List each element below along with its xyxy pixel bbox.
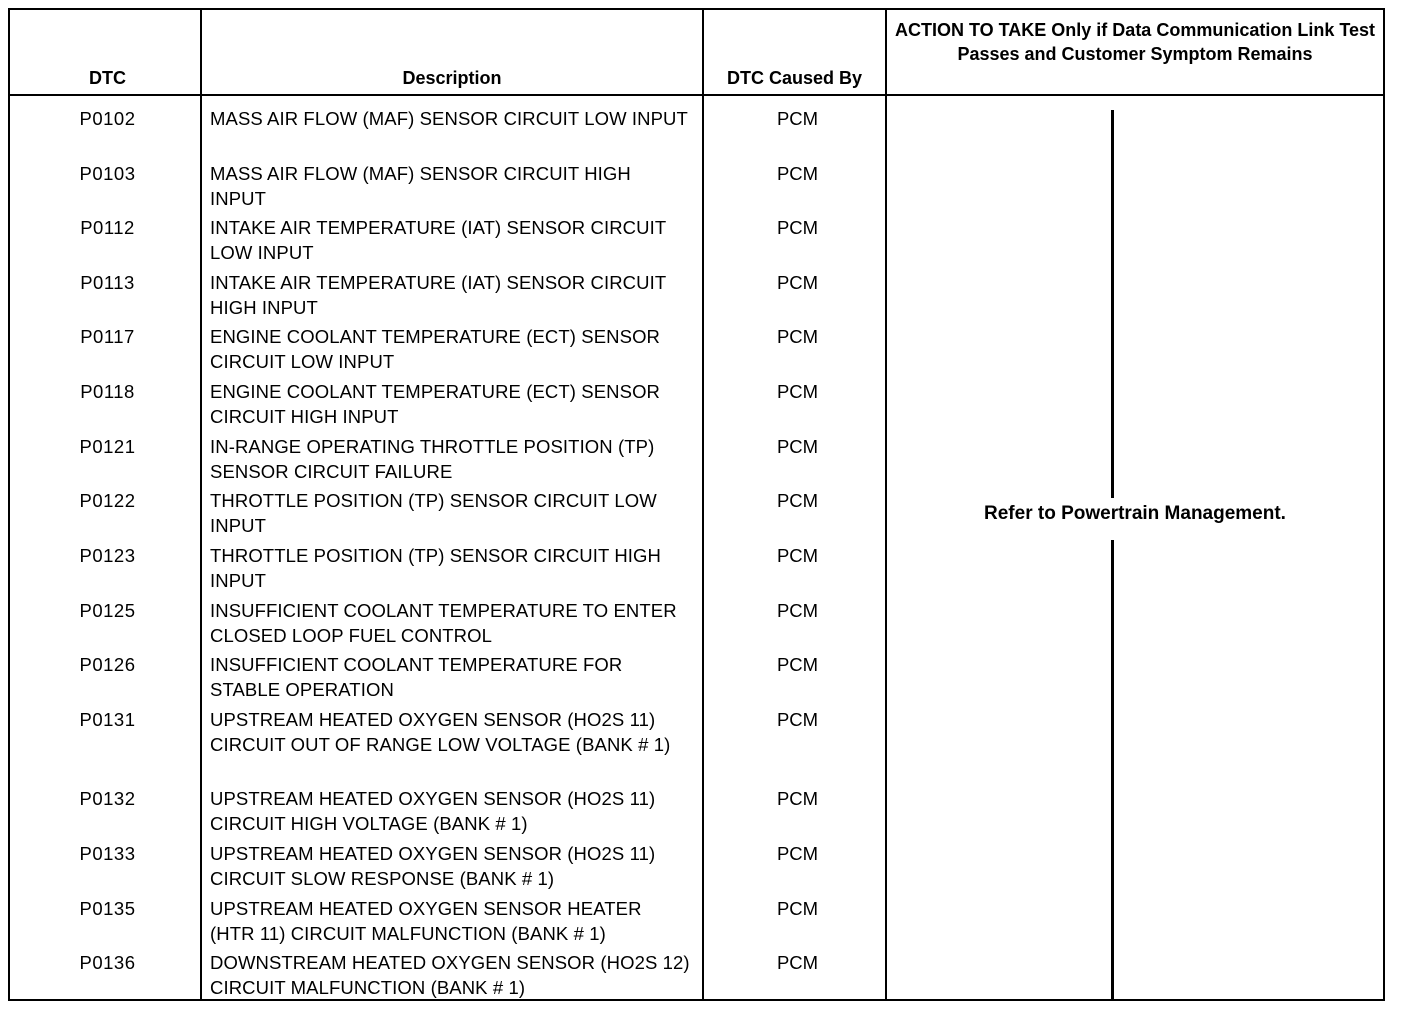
dtc-caused-by: PCM (776, 217, 819, 238)
dtc-caused-by: PCM (776, 545, 819, 566)
dtc-code: P0125 (79, 600, 136, 621)
header-dtc: DTC (89, 68, 126, 88)
table-row (10, 644, 887, 698)
dtc-description: UPSTREAM HEATED OXYGEN SENSOR (HO2S 11) CIRCUIT HIGH VOLTAGE (BANK # 1) (210, 788, 656, 834)
dtc-caused-by: PCM (776, 326, 819, 347)
table-row (10, 942, 887, 996)
table-row (10, 98, 887, 152)
dtc-code: P0112 (80, 217, 135, 238)
table-row (10, 316, 887, 370)
action-bracket-line (1111, 540, 1114, 1001)
dtc-description: UPSTREAM HEATED OXYGEN SENSOR (HO2S 11) CIRCUIT SLOW RESPONSE (BANK # 1) (210, 843, 656, 889)
dtc-caused-by: PCM (776, 108, 819, 129)
dtc-caused-by: PCM (776, 952, 819, 973)
action-instruction: Refer to Powertrain Management. (984, 503, 1286, 524)
dtc-code: P0131 (79, 709, 136, 730)
header-divider (10, 94, 1383, 96)
dtc-code: P0126 (79, 654, 136, 675)
dtc-caused-by: PCM (776, 898, 819, 919)
dtc-code: P0135 (79, 898, 136, 919)
table-row (10, 699, 887, 779)
dtc-caused-by: PCM (776, 600, 819, 621)
dtc-caused-by: PCM (776, 654, 819, 675)
dtc-description: MASS AIR FLOW (MAF) SENSOR CIRCUIT LOW INPUT (210, 108, 688, 129)
table-row (10, 590, 887, 644)
dtc-code: P0103 (79, 163, 136, 184)
dtc-code: P0136 (79, 952, 136, 973)
dtc-code: P0132 (79, 788, 136, 809)
dtc-description: IN-RANGE OPERATING THROTTLE POSITION (TP) SENSOR CIRCUIT FAILURE (210, 436, 655, 482)
dtc-caused-by: PCM (776, 709, 819, 730)
dtc-code: P0102 (79, 108, 136, 129)
dtc-code: P0121 (79, 436, 136, 457)
table-row (10, 480, 887, 534)
dtc-description: ENGINE COOLANT TEMPERATURE (ECT) SENSOR CIRCUIT LOW INPUT (210, 326, 661, 372)
dtc-code: P0113 (80, 272, 135, 293)
table-row (10, 888, 887, 942)
action-bracket-line (1111, 110, 1114, 498)
dtc-caused-by: PCM (776, 272, 819, 293)
table-row (10, 426, 887, 480)
dtc-description: INSUFFICIENT COOLANT TEMPERATURE FOR STABLE OPERATION (210, 654, 623, 700)
dtc-table (8, 8, 1385, 1001)
table-row (10, 262, 887, 316)
dtc-description: DOWNSTREAM HEATED OXYGEN SENSOR (HO2S 12) CIRCUIT MALFUNCTION (BANK # 1) (210, 952, 690, 998)
dtc-caused-by: PCM (776, 788, 819, 809)
dtc-description: THROTTLE POSITION (TP) SENSOR CIRCUIT LOW INPUT (210, 490, 657, 536)
dtc-description: MASS AIR FLOW (MAF) SENSOR CIRCUIT HIGH INPUT (210, 163, 631, 209)
table-row (10, 535, 887, 589)
dtc-description: UPSTREAM HEATED OXYGEN SENSOR (HO2S 11) CIRCUIT OUT OF RANGE LOW VOLTAGE (BANK # 1) (210, 709, 671, 755)
dtc-code: P0122 (79, 490, 136, 511)
dtc-description: INTAKE AIR TEMPERATURE (IAT) SENSOR CIRCUIT HIGH INPUT (210, 272, 666, 318)
dtc-caused-by: PCM (776, 490, 819, 511)
dtc-code: P0117 (80, 326, 135, 347)
dtc-description: INTAKE AIR TEMPERATURE (IAT) SENSOR CIRCUIT LOW INPUT (210, 217, 666, 263)
table-row (10, 153, 887, 207)
dtc-caused-by: PCM (776, 843, 819, 864)
header-description: Description (402, 68, 502, 88)
dtc-caused-by: PCM (776, 436, 819, 457)
dtc-description: INSUFFICIENT COOLANT TEMPERATURE TO ENTER CLOSED LOOP FUEL CONTROL (210, 600, 677, 646)
table-row (10, 207, 887, 261)
dtc-code: P0133 (79, 843, 136, 864)
dtc-caused-by: PCM (776, 163, 819, 184)
dtc-description: THROTTLE POSITION (TP) SENSOR CIRCUIT HIGH INPUT (210, 545, 661, 591)
table-row (10, 833, 887, 887)
dtc-description: ENGINE COOLANT TEMPERATURE (ECT) SENSOR CIRCUIT HIGH INPUT (210, 381, 661, 427)
dtc-description: UPSTREAM HEATED OXYGEN SENSOR HEATER (HTR 11) CIRCUIT MALFUNCTION (BANK # 1) (210, 898, 642, 944)
header-caused-by: DTC Caused By (726, 68, 863, 88)
dtc-caused-by: PCM (776, 381, 819, 402)
dtc-code: P0123 (79, 545, 136, 566)
table-row (10, 371, 887, 425)
dtc-code: P0118 (80, 381, 135, 402)
table-row (10, 778, 887, 832)
header-action: ACTION TO TAKE Only if Data Communication Link Test Passes and Customer Symptom Remains (894, 20, 1376, 64)
